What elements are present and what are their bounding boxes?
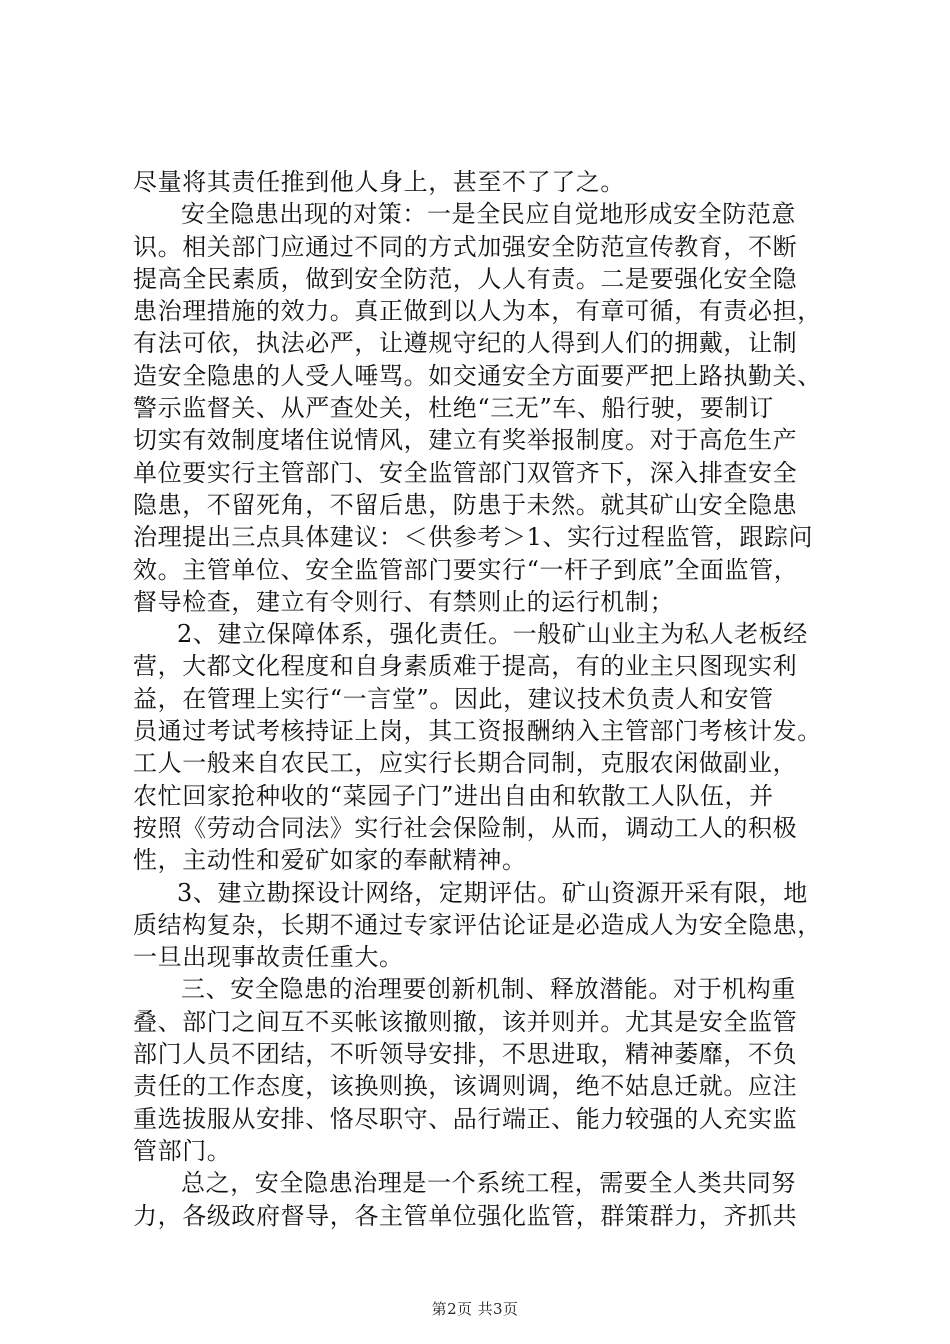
text-line: 性，主动性和爱矿如家的奉献精神。	[133, 846, 527, 875]
text-line: 安全隐患出现的对策：一是全民应自觉地形成安全防范意	[181, 200, 796, 229]
text-line: 总之，安全隐患治理是一个系统工程，需要全人类共同努	[181, 1169, 796, 1198]
text-line: 患治理措施的效力。真正做到以人为本，有章可循，有责必担，	[133, 297, 822, 326]
text-line: 员通过考试考核持证上岗，其工资报酬纳入主管部门考核计发。	[133, 717, 822, 746]
text-line: 益，在管理上实行“一言堂”。因此，建议技术负责人和安管	[133, 684, 774, 713]
paragraph-point-3	[133, 877, 823, 974]
text-line: 农忙回家抢种收的“菜园子门”进出自由和软散工人队伍，并	[133, 781, 774, 810]
paragraph-conclusion	[133, 1167, 823, 1232]
text-line: 督导检查，建立有令则行、有禁则止的运行机制；	[133, 587, 675, 616]
text-line: 一旦出现事故责任重大。	[133, 943, 404, 972]
text-line: 3、建立勘探设计网络，定期评估。矿山资源开采有限，地	[177, 878, 808, 907]
text-line: 重选拔服从安排、恪尽职守、品行端正、能力较强的人充实监	[133, 1104, 798, 1133]
text-line: 尽量将其责任推到他人身上，甚至不了了之。	[133, 168, 625, 196]
text-line: 提高全民素质，做到安全防范，人人有责。二是要强化安全隐	[133, 264, 798, 293]
text-line: 治理提出三点具体建议：＜供参考＞1、实行过程监管，跟踪问	[133, 523, 814, 552]
text-line: 管部门。	[133, 1136, 232, 1165]
paragraph-continuation	[133, 166, 823, 198]
text-line: 2、建立保障体系，强化责任。一般矿山业主为私人老板经	[177, 620, 808, 649]
text-line: 效。主管单位、安全监管部门要实行“一杆子到底”全面监管，	[133, 555, 799, 584]
paragraph-section-3	[133, 973, 823, 1167]
text-line: 力，各级政府督导，各主管单位强化监管，群策群力，齐抓共	[133, 1201, 798, 1230]
text-line: 造安全隐患的人受人唾骂。如交通安全方面要严把上路执勤关、	[133, 361, 822, 390]
text-line: 三、安全隐患的治理要创新机制、释放潜能。对于机构重	[181, 975, 796, 1004]
document-body	[133, 166, 823, 1232]
text-line: 隐患，不留死角，不留后患，防患于未然。就其矿山安全隐患	[133, 490, 798, 519]
text-line: 部门人员不团结，不听领导安排，不思进取，精神萎靡，不负	[133, 1040, 798, 1069]
page-number-footer: 第2页 共3页	[431, 1300, 519, 1318]
text-line: 叠、部门之间互不买帐该撤则撤，该并则并。尤其是安全监管	[133, 1007, 798, 1036]
text-line: 警示监督关、从严查处关，杜绝“三无”车、船行驶，要制订	[133, 394, 774, 423]
paragraph-countermeasures	[133, 198, 823, 618]
text-line: 按照《劳动合同法》实行社会保险制，从而，调动工人的积极	[133, 813, 798, 842]
text-line: 单位要实行主管部门、安全监管部门双管齐下，深入排查安全	[133, 458, 798, 487]
text-line: 切实有效制度堵住说情风，建立有奖举报制度。对于高危生产	[133, 426, 798, 455]
paragraph-point-2	[133, 618, 823, 876]
text-line: 识。相关部门应通过不同的方式加强安全防范宣传教育，不断	[133, 232, 798, 261]
text-line: 工人一般来自农民工，应实行长期合同制，克服农闲做副业，	[133, 749, 798, 778]
text-line: 责任的工作态度，该换则换，该调则调，绝不姑息迁就。应注	[133, 1072, 798, 1101]
text-line: 营，大都文化程度和自身素质难于提高，有的业主只图现实利	[133, 652, 798, 681]
text-line: 有法可依，执法必严，让遵规守纪的人得到人们的拥戴，让制	[133, 329, 798, 358]
text-line: 质结构复杂，长期不通过专家评估论证是必造成人为安全隐患，	[133, 910, 822, 939]
